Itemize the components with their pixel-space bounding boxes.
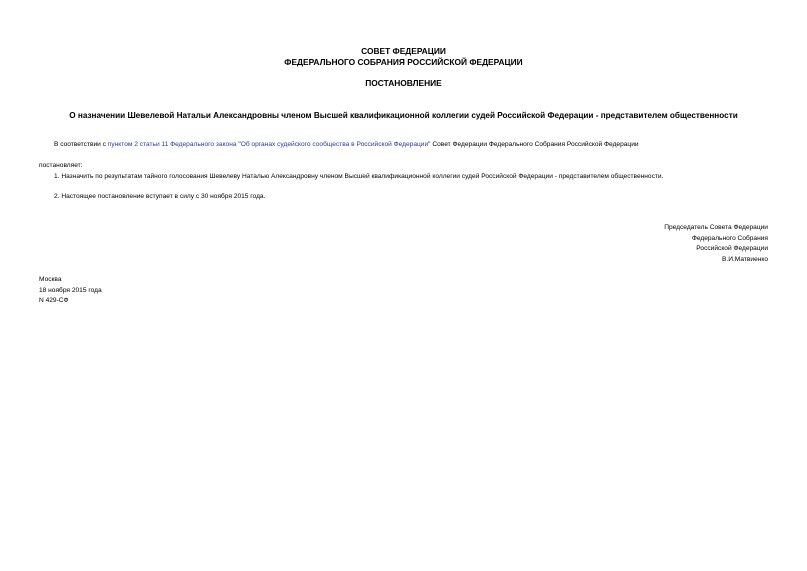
resolution-item-1: 1. Назначить по результатам тайного голосования Шевелеву Наталью Александровну членом Высшей квалификационной коллегии судей Российской Федерации - представителем общественности. (54, 173, 664, 180)
document-type: ПОСТАНОВЛЕНИЕ (365, 78, 442, 88)
preamble-mid: " (236, 141, 241, 148)
preamble (54, 140, 639, 149)
preamble-suffix: " Совет Федерации Федерального Собрания Российской Федерации (428, 141, 639, 148)
resolution-item-2: 2. Настоящее постановление вступает в силу с 30 ноября 2015 года. (54, 193, 266, 200)
footer-date: 18 ноября 2015 года (39, 286, 102, 294)
header-organization: СОВЕТ ФЕДЕРАЦИИ (361, 46, 446, 56)
footer-number: N 429-СФ (39, 297, 69, 304)
signature-name: В.И.Матвиенко (721, 255, 768, 263)
footer-city: Москва (39, 276, 62, 283)
header-assembly: ФЕДЕРАЛЬНОГО СОБРАНИЯ РОССИЙСКОЙ ФЕДЕРАЦИИ (284, 57, 523, 67)
footer-block (39, 275, 102, 307)
signature-assembly: Федерального Собрания (691, 234, 768, 242)
signature-position: Председатель Совета Федерации (664, 224, 768, 231)
preamble-prefix: В соответствии с (54, 141, 108, 148)
law-article-link[interactable]: пунктом 2 статьи 11 Федерального закона (107, 141, 237, 148)
law-title-link[interactable]: Об органах судейского сообщества в Российской Федерации (240, 141, 429, 148)
signature-country: Российской Федерации (696, 245, 768, 252)
resolves-label: постановляет: (39, 162, 83, 169)
signature-block (468, 223, 768, 265)
document-title: О назначении Шевелевой Натальи Александровны членом Высшей квалификационной коллегии судей Российской Федерации - представителем общественности (69, 111, 738, 120)
